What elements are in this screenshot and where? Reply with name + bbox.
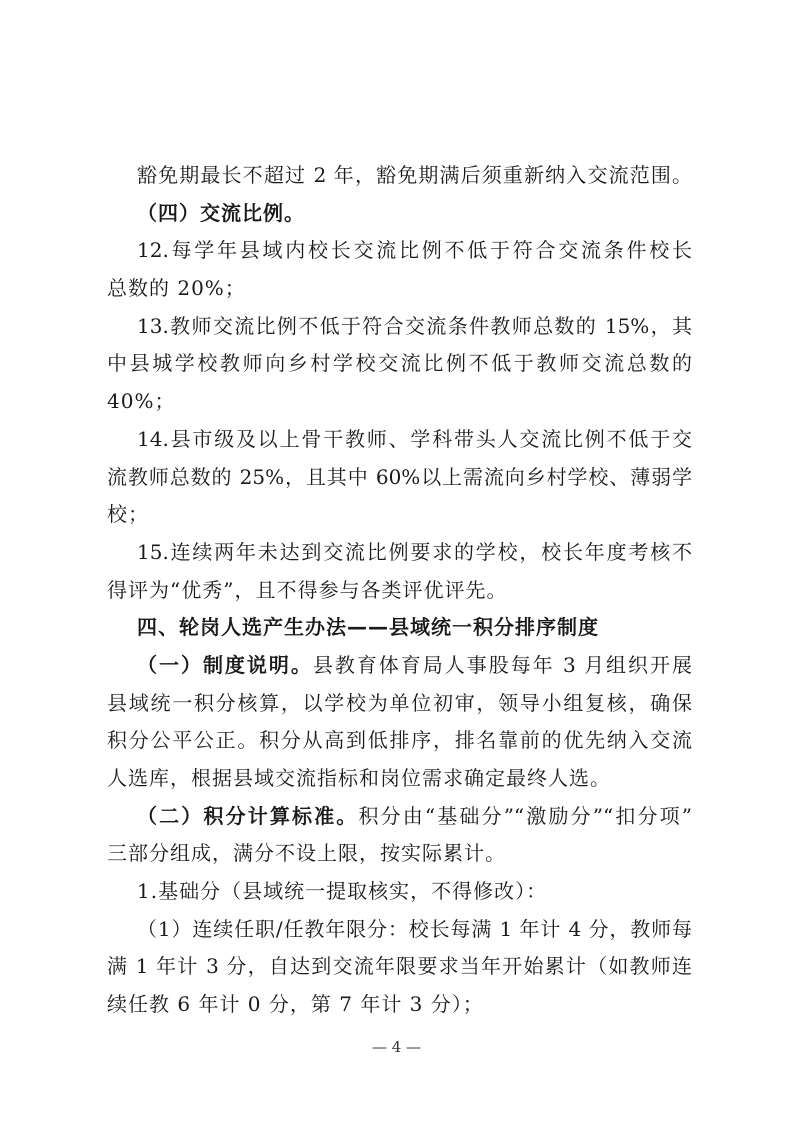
line-text: 续任教 6 年计 0 分，第 7 年计 3 分）； [107,992,484,1017]
text-line [107,421,692,459]
text-line [107,911,692,949]
line-text: 40%； [107,389,176,414]
text-line [107,986,692,1024]
text-line [107,270,692,308]
line-text: 中县城学校教师向乡村学校交流比例不低于教师交流总数的 [107,351,692,376]
bold-heading: 四、轮岗人选产生办法——县域统一积分排序制度 [137,615,599,640]
line-text: 积分由“基础分”“激励分”“扣分项” [358,803,693,828]
text-line [107,232,692,270]
text-line [107,835,692,873]
text-line [107,685,692,723]
heading-line [107,195,692,233]
bold-heading: （二）积分计算标准。 [137,803,359,828]
line-text: 14.县市级及以上骨干教师、学科带头人交流比例不低于交 [137,426,692,451]
bold-heading: （四）交流比例。 [137,200,305,225]
text-line [107,157,692,195]
line-text: （1）连续任职/任教年限分：校长每满 1 年计 4 分，教师每 [137,916,692,941]
line-text: 三部分组成，满分不设上限，按实际累计。 [107,841,506,866]
heading-line [107,609,692,647]
line-text: 13.教师交流比例不低于符合交流条件教师总数的 15%，其 [137,313,692,338]
page-number: — 4 — [371,1038,422,1056]
heading-line [107,647,692,685]
line-text: 县域统一积分核算，以学校为单位初审，领导小组复核，确保 [107,690,692,715]
text-line [107,345,692,383]
line-text: 15.连续两年未达到交流比例要求的学校，校长年度考核不 [137,539,692,564]
line-text: 积分公平公正。积分从高到低排序，排名靠前的优先纳入交流 [107,728,692,753]
line-text: 流教师总数的 25%，且其中 60%以上需流向乡村学校、薄弱学 [107,464,692,489]
text-line [107,459,692,497]
text-line [107,572,692,610]
line-text: 1.基础分（县域统一提取核实，不得修改）： [137,879,548,904]
text-line [107,873,692,911]
text-line [107,383,692,421]
line-text: 总数的 20%； [107,276,246,301]
document-body [107,157,692,1024]
line-text: 满 1 年计 3 分，自达到交流年限要求当年开始累计（如教师连 [107,954,692,979]
line-text: 豁免期最长不超过 2 年，豁免期满后须重新纳入交流范围。 [137,163,692,187]
text-line [107,496,692,534]
text-line [107,722,692,760]
line-text: 12.每学年县域内校长交流比例不低于符合交流条件校长 [137,238,692,263]
text-line [107,760,692,798]
bold-heading: （一）制度说明。 [137,652,313,677]
text-line [107,308,692,346]
line-text: 县教育体育局人事股每年 3 月组织开展 [312,652,692,677]
line-text: 得评为“优秀”，且不得参与各类评优评先。 [107,577,508,602]
text-line [107,948,692,986]
line-text: 人选库，根据县域交流指标和岗位需求确定最终人选。 [107,766,611,790]
text-line [107,534,692,572]
heading-line [107,798,692,836]
line-text: 校； [107,502,149,527]
